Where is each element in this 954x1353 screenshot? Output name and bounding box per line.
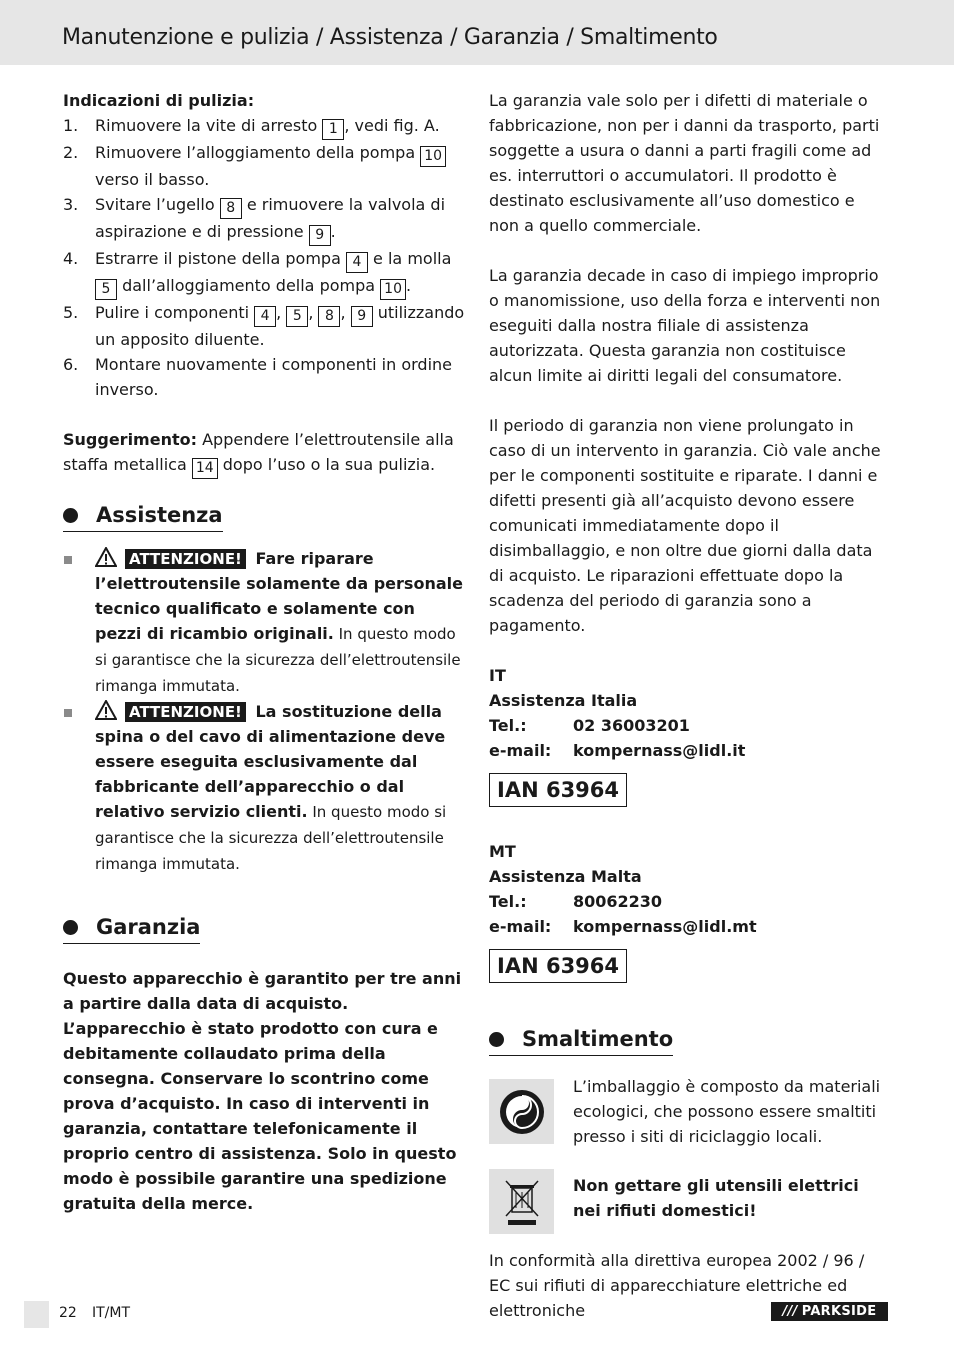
part-ref: 14 (192, 458, 218, 479)
cleaning-heading: Indicazioni di pulizia: (63, 91, 255, 110)
warning-triangle-icon (95, 700, 117, 720)
step-text: , (308, 303, 319, 322)
section-title: Smaltimento (522, 1027, 674, 1051)
cleaning-step (63, 300, 465, 352)
step-text: , (276, 303, 287, 322)
warranty-paragraph: Il periodo di garanzia non viene prolungato in caso di un intervento in garanzia. Ciò vale anche per le componenti sostituite e riparate. I danni e difetti presenti già all’acquisto devono essere comunicati immediatamente dopo il disimballaggio, e non oltre due giorni dalla data di acquisto. Le riparazioni effettuate dopo la scadenza del periodo di garanzia sono a pagamento. (489, 416, 881, 635)
warning-bold-text: La sostituzione della spina o del cavo di alimentazione deve essere eseguita esclusivamente dal fabbricante dell’apparecchio o dal relativo servizio clienti. (95, 702, 446, 821)
warning-normal-text: In questo modo si garantisce che la sicurezza dell’elettroutensile rimanga immutata. (95, 625, 461, 695)
contact-block-it (489, 663, 889, 821)
bullet-dot-icon (63, 508, 78, 523)
bullet-dot-icon (489, 1032, 504, 1047)
part-ref: 9 (309, 225, 331, 246)
step-text: Montare nuovamente i componenti in ordine inverso. (95, 355, 453, 399)
phone-number: 02 36003201 (573, 716, 690, 735)
warranty-intro: Questo apparecchio è garantito per tre anni a partire dalla data di acquisto. L’apparecchio è stato prodotto con cura e debitamente collaudato prima della consegna. Conservare lo scontrino come prova d’acquisto. In caso di interventi in garanzia, contattare telefonicamente il proprio centro di assistenza. Solo in questo modo è possibile garantire una spedizione gratuita della merce. (63, 969, 462, 1213)
assistance-item (63, 699, 465, 877)
cleaning-step (63, 246, 465, 300)
warning-normal-text: In questo modo si garantisce che la sicurezza dell’elettroutensile rimanga immutata. (95, 803, 447, 873)
part-ref: 10 (380, 279, 406, 300)
part-ref: 4 (254, 306, 276, 327)
phone-number: 80062230 (573, 892, 663, 911)
step-text: utilizzando un apposito diluente. (95, 303, 465, 349)
step-number: 5. (63, 303, 79, 322)
step-number: 6. (63, 355, 79, 374)
weee-text: Non gettare gli utensili elettrici nei rifiuti domestici! (573, 1176, 859, 1220)
part-ref: 5 (286, 306, 308, 327)
part-ref: 8 (220, 198, 242, 219)
warning-triangle-icon (95, 547, 117, 567)
tip-label: Suggerimento: (63, 430, 197, 449)
bullet-square-icon (64, 709, 72, 717)
warranty-paragraph: La garanzia decade in caso di impiego improprio o manomissione, uso della forza e interventi non eseguiti dalla nostra filiale di assistenza autorizzata. Questa garanzia non costituisce alcun limite ai diritti legali del consumatore. (489, 266, 881, 385)
warranty-paragraph: La garanzia vale solo per i difetti di materiale o fabbricazione, non per i danni da trasporto, parti soggette a usura o danni a parti fragili come ad es. interruttori o accumulatori. Il prodotto è destinato esclusivamente all’uso domestico e non a quello commerciale. (489, 91, 880, 235)
contact-tel: Tel.: 02 36003201 (489, 713, 889, 738)
cleaning-steps (63, 113, 465, 402)
page-number: 22 (59, 1305, 77, 1321)
warning-badge: ATTENZIONE! (125, 549, 246, 569)
ian-box: IAN 63964 (489, 773, 627, 807)
section-garanzia (63, 913, 200, 944)
packaging-note (489, 1074, 889, 1149)
page-header (0, 0, 954, 65)
step-text: Pulire i componenti (95, 303, 255, 322)
assistance-list (63, 546, 465, 877)
step-number: 1. (63, 116, 79, 135)
part-ref: 5 (95, 279, 117, 300)
step-text: Estrarre il pistone della pompa (95, 249, 346, 268)
part-ref: 1 (322, 119, 344, 140)
email-address: kompernass@lidl.it (573, 741, 746, 760)
step-number: 2. (63, 143, 79, 162)
tip-text-end: dopo l’uso o la sua pulizia. (217, 455, 436, 474)
section-smaltimento (489, 1025, 673, 1056)
cleaning-step (63, 113, 465, 140)
directive-text: In conformità alla direttiva europea 2002 / 96 / EC sui rifiuti di apparecchiature elettriche ed elettroniche (489, 1251, 865, 1320)
right-column (489, 88, 889, 1323)
step-text: Rimuovere la vite di arresto (95, 116, 323, 135)
crossed-bin-icon (489, 1169, 554, 1234)
green-dot-icon (489, 1079, 554, 1144)
step-text: , vedi fig. A. (344, 116, 440, 135)
step-text: . (405, 276, 412, 295)
step-number: 3. (63, 195, 79, 214)
ian-box: IAN 63964 (489, 949, 627, 983)
page-title: Manutenzione e pulizia / Assistenza / Garanzia / Smaltimento (62, 25, 718, 50)
cleaning-step (63, 352, 465, 402)
contact-name: Assistenza Malta (489, 867, 642, 886)
cleaning-step (63, 140, 465, 192)
section-assistenza (63, 501, 223, 532)
email-address: kompernass@lidl.mt (573, 917, 757, 936)
packaging-text: L’imballaggio è composto da materiali ecologici, che possono essere smaltiti presso i siti di riciclaggio locali. (573, 1077, 881, 1146)
step-number: 4. (63, 249, 79, 268)
section-title: Garanzia (96, 915, 201, 939)
step-text: verso il basso. (95, 170, 210, 189)
bullet-dot-icon (63, 920, 78, 935)
warning-badge: ATTENZIONE! (125, 702, 246, 722)
tip-text: Appendere l’elettroutensile alla staffa metallica (63, 430, 454, 474)
bullet-square-icon (64, 556, 72, 564)
part-ref: 10 (420, 146, 446, 167)
contact-email: e-mail: kompernass@lidl.it (489, 738, 889, 763)
contact-country: MT (489, 842, 516, 861)
warning-bold-text: Fare riparare l’elettroutensile solamente da personale tecnico qualificato e solamente con pezzi di ricambio originali. (95, 549, 463, 643)
step-text: e la molla (367, 249, 452, 268)
step-text: dall’alloggiamento della pompa (117, 276, 381, 295)
step-text: . (330, 222, 336, 241)
left-column (63, 88, 465, 1216)
contact-country: IT (489, 666, 506, 685)
contact-name: Assistenza Italia (489, 691, 638, 710)
contact-email: e-mail: kompernass@lidl.mt (489, 914, 889, 939)
step-text: Rimuovere l’alloggiamento della pompa (95, 143, 421, 162)
step-text: e rimuovere la valvola di aspirazione e di pressione (95, 195, 446, 241)
parkside-logo: /// PARKSIDE (771, 1302, 888, 1321)
contact-tel: Tel.: 80062230 (489, 889, 889, 914)
footer-marker (24, 1301, 49, 1328)
assistance-item (63, 546, 465, 699)
step-text: , (340, 303, 351, 322)
language-code: IT/MT (92, 1305, 131, 1321)
part-ref: 9 (351, 306, 373, 327)
contact-block-mt (489, 839, 889, 997)
step-text: Svitare l’ugello (95, 195, 220, 214)
tip-paragraph (63, 427, 465, 479)
part-ref: 4 (346, 252, 368, 273)
weee-note (489, 1169, 889, 1234)
part-ref: 8 (318, 306, 340, 327)
cleaning-step (63, 192, 465, 246)
section-title: Assistenza (96, 503, 223, 527)
